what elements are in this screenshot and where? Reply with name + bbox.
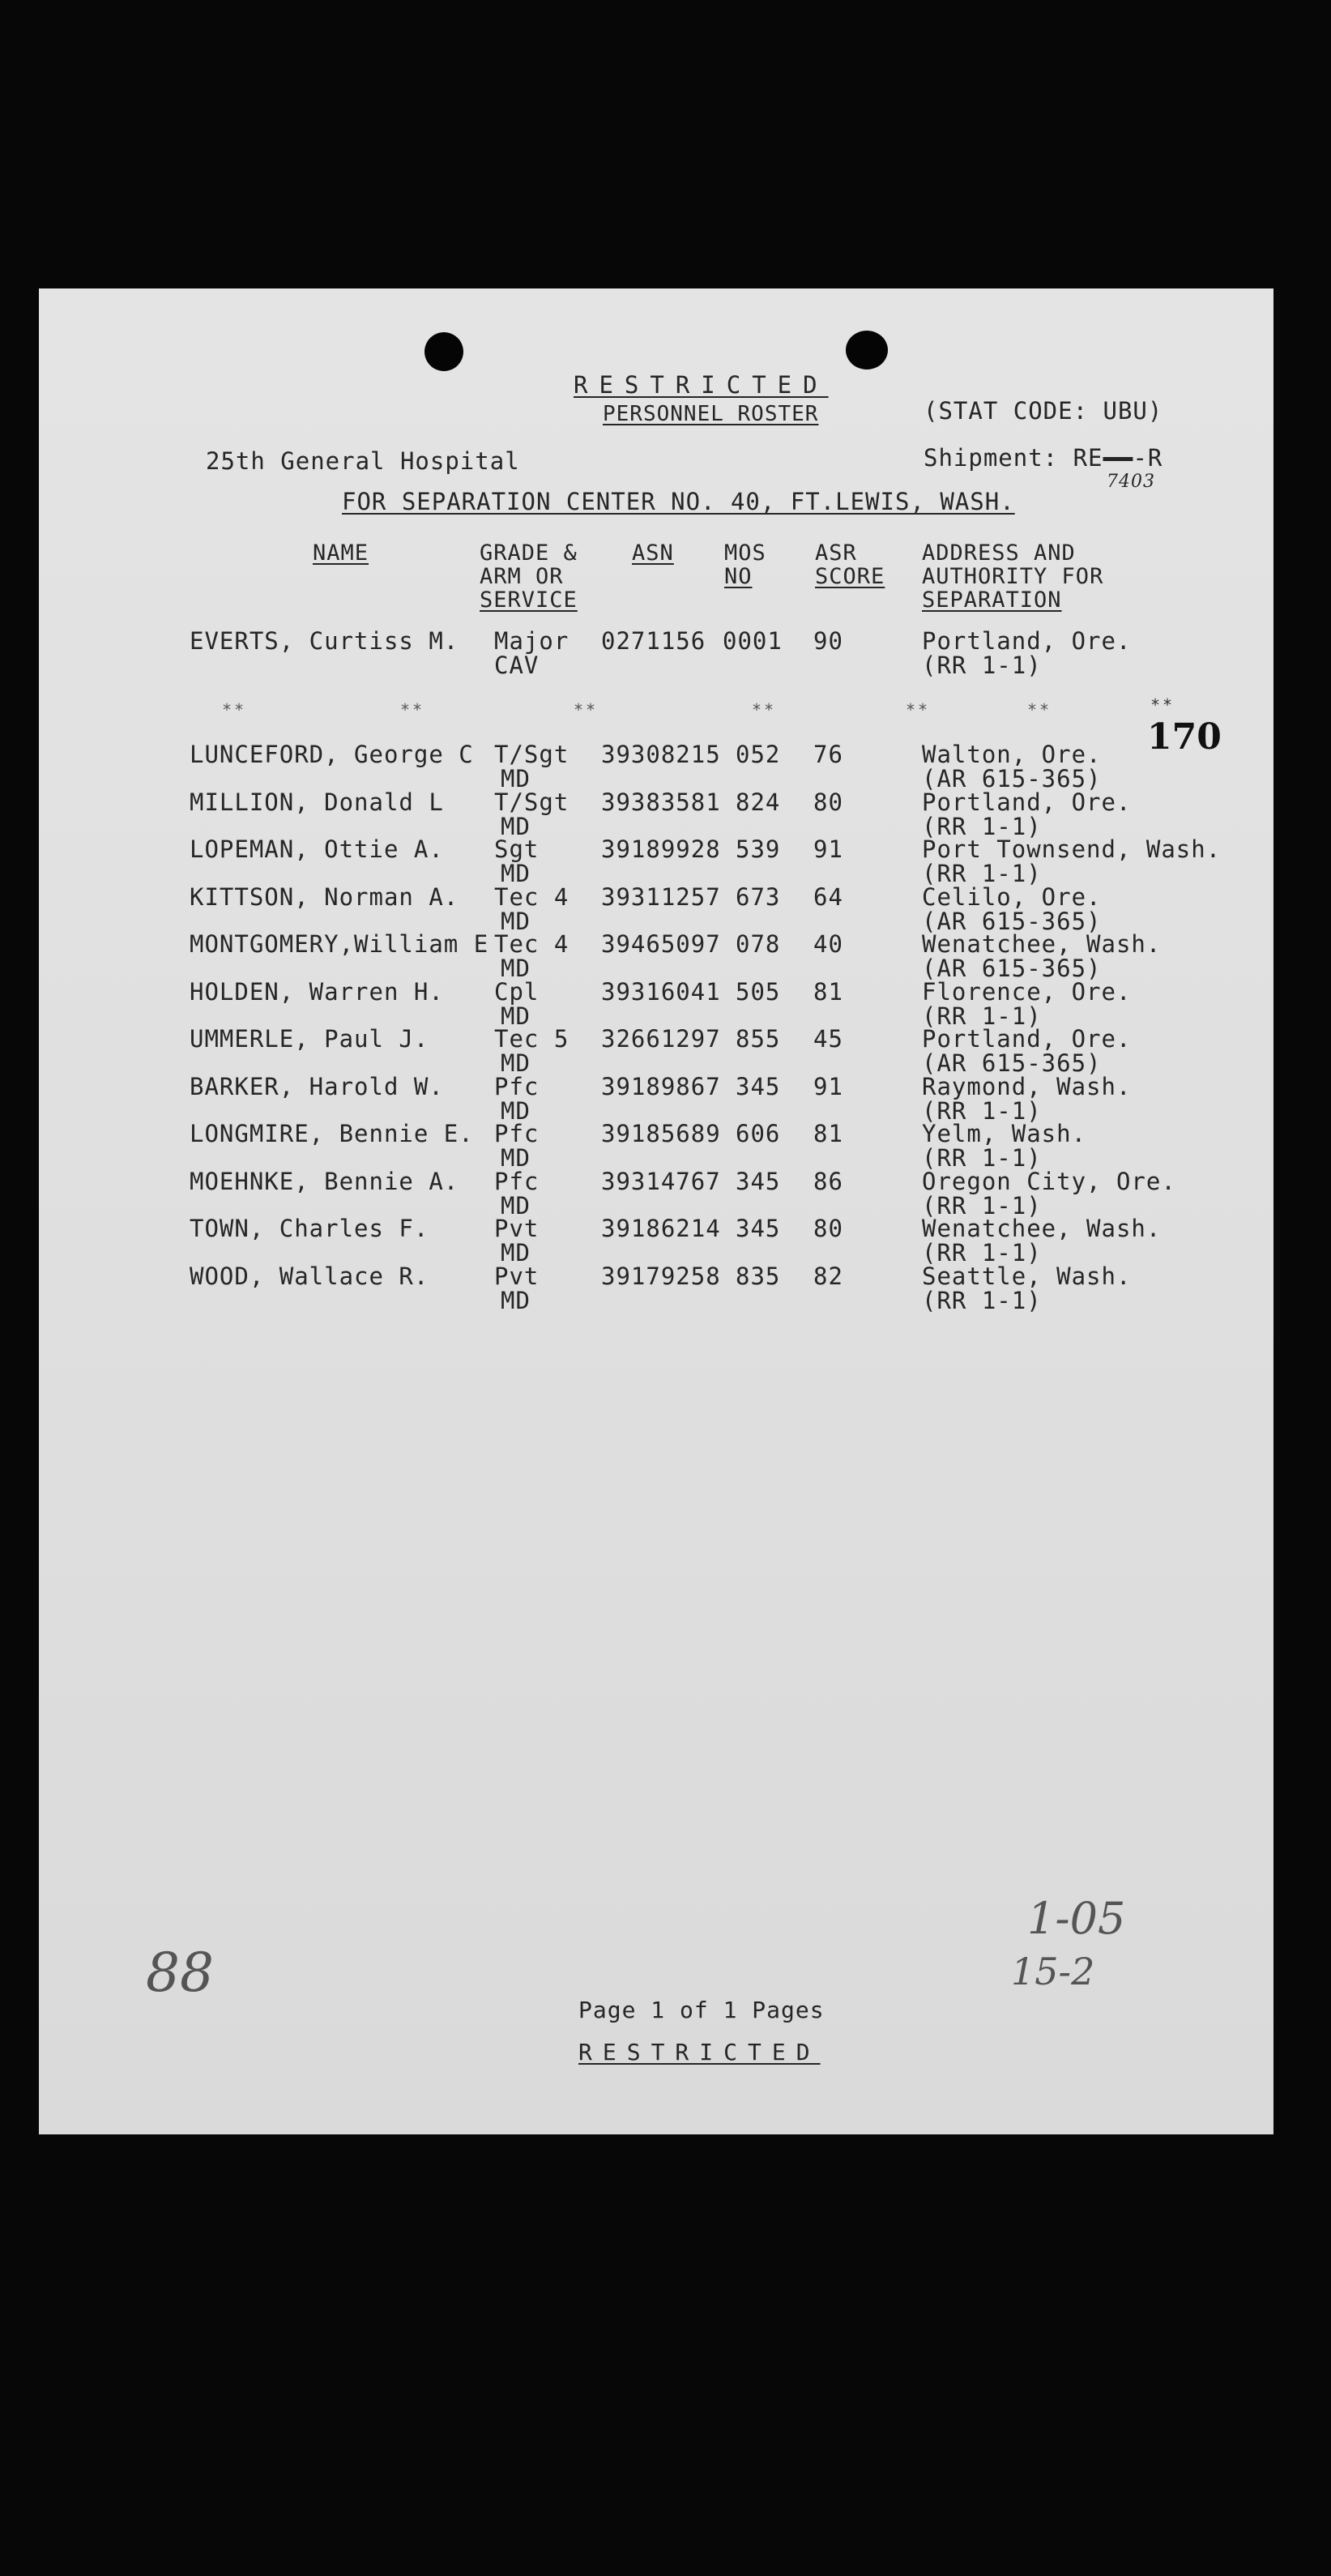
column-header-asr-2: SCORE (815, 564, 885, 589)
member-authority: (RR 1-1) (922, 1002, 1042, 1030)
member-asr: 64 (813, 882, 843, 911)
member-name: HOLDEN, Warren H. (190, 977, 444, 1006)
member-asr: 81 (813, 1120, 843, 1147)
member-arm: MD (501, 1144, 531, 1172)
member-asn: 39311257 (601, 882, 721, 911)
member-asr: 40 (813, 930, 843, 958)
member-grade: Tec 5 (494, 1025, 570, 1053)
member-mos: 855 (736, 1025, 781, 1053)
member-name: MONTGOMERY,William E (190, 930, 489, 958)
handwritten-number-left: 88 (146, 1942, 214, 2004)
member-name: LUNCEFORD, George C (190, 741, 474, 768)
table-row (39, 1120, 1273, 1172)
member-name: LOPEMAN, Ottie A. (190, 835, 444, 863)
separator-marks: ** (400, 700, 425, 720)
table-row (39, 1025, 1273, 1077)
member-authority: (RR 1-1) (922, 812, 1042, 840)
officer-grade: Major (494, 627, 570, 655)
column-header-grade-1: GRADE & (480, 540, 578, 566)
member-name: UMMERLE, Paul J. (190, 1025, 429, 1053)
member-mos: 345 (736, 1215, 781, 1242)
classification-footer: RESTRICTED (578, 2039, 821, 2065)
member-grade: Pvt (494, 1215, 540, 1242)
member-asn: 32661297 (601, 1025, 721, 1053)
member-mos: 835 (736, 1262, 781, 1290)
member-name: WOOD, Wallace R. (190, 1262, 429, 1290)
page-title: PERSONNEL ROSTER (603, 402, 819, 426)
member-arm: MD (501, 765, 531, 792)
member-name: TOWN, Charles F. (190, 1215, 429, 1242)
table-row (39, 835, 1273, 887)
member-authority: (RR 1-1) (922, 1239, 1042, 1267)
member-arm: MD (501, 1096, 531, 1125)
separation-center: FOR SEPARATION CENTER NO. 40, FT.LEWIS, WASH. (342, 488, 1015, 515)
separator-marks: ** (574, 700, 599, 720)
handwritten-note-1: 1-05 (1027, 1893, 1126, 1944)
member-address: Portland, Ore. (922, 788, 1132, 816)
member-mos: 673 (736, 882, 781, 911)
member-arm: MD (501, 1002, 531, 1030)
officer-mos: 0001 (723, 627, 783, 655)
shipment-label: Shipment: RE -R (924, 444, 1163, 472)
column-header-grade-2: ARM OR (480, 564, 564, 589)
member-address: Florence, Ore. (922, 977, 1132, 1006)
member-asn: 39186214 (601, 1215, 721, 1242)
member-asr: 91 (813, 1072, 843, 1100)
member-asn: 39189867 (601, 1072, 721, 1100)
member-address: Raymond, Wash. (922, 1072, 1132, 1100)
member-authority: (RR 1-1) (922, 1144, 1042, 1172)
member-asn: 39465097 (601, 930, 721, 958)
table-row (39, 882, 1273, 935)
member-name: KITTSON, Norman A. (190, 882, 459, 911)
member-grade: Tec 4 (494, 930, 570, 958)
member-authority: (AR 615-365) (922, 955, 1102, 982)
member-mos: 078 (736, 930, 781, 958)
table-row (39, 788, 1273, 840)
member-name: MOEHNKE, Bennie A. (190, 1167, 459, 1195)
page-mark: 170 (1147, 716, 1222, 758)
member-asr: 76 (813, 741, 843, 768)
member-grade: T/Sgt (494, 788, 570, 816)
member-arm: MD (501, 1049, 531, 1077)
member-name: LONGMIRE, Bennie E. (190, 1120, 474, 1147)
member-arm: MD (501, 907, 531, 935)
member-grade: Pfc (494, 1072, 540, 1100)
member-asn: 39316041 (601, 977, 721, 1006)
separator-marks: ** (222, 700, 247, 720)
member-authority: (RR 1-1) (922, 860, 1042, 887)
column-header-asr-1: ASR (815, 540, 857, 566)
officer-asn: 0271156 (601, 627, 706, 655)
member-grade: Pvt (494, 1262, 540, 1290)
member-address: Wenatchee, Wash. (922, 1215, 1162, 1242)
column-header-mos-2: NO (724, 564, 753, 589)
member-authority: (RR 1-1) (922, 1286, 1042, 1314)
officer-name: EVERTS, Curtiss M. (190, 627, 459, 655)
column-header-address-2: AUTHORITY FOR (922, 564, 1104, 589)
member-address: Wenatchee, Wash. (922, 930, 1162, 958)
member-arm: MD (501, 1286, 531, 1314)
member-authority: (AR 615-365) (922, 907, 1102, 935)
member-asn: 39314767 (601, 1167, 721, 1195)
member-mos: 824 (736, 788, 781, 816)
member-asr: 80 (813, 788, 843, 816)
member-mos: 345 (736, 1072, 781, 1100)
table-row (39, 1167, 1273, 1220)
column-header-grade-3: SERVICE (480, 587, 578, 613)
member-asr: 82 (813, 1262, 843, 1290)
column-header-address-1: ADDRESS AND (922, 540, 1076, 566)
member-address: Port Townsend, Wash. (922, 835, 1222, 863)
member-arm: MD (501, 955, 531, 982)
member-address: Celilo, Ore. (922, 882, 1102, 911)
member-grade: T/Sgt (494, 741, 570, 768)
member-grade: Pfc (494, 1120, 540, 1147)
punch-hole (424, 332, 463, 371)
member-asn: 39383581 (601, 788, 721, 816)
member-address: Seattle, Wash. (922, 1262, 1132, 1290)
column-header-mos-1: MOS (724, 540, 766, 566)
member-asr: 91 (813, 835, 843, 863)
separator-marks: ** (906, 700, 931, 720)
separator-marks: ** (752, 700, 777, 720)
stat-code: (STAT CODE: UBU) (924, 397, 1163, 425)
officer-address: Portland, Ore. (922, 627, 1132, 655)
member-name: BARKER, Harold W. (190, 1072, 444, 1100)
punch-hole (846, 331, 888, 370)
member-asr: 81 (813, 977, 843, 1006)
member-grade: Sgt (494, 835, 540, 863)
separator-marks: ** (1027, 700, 1052, 720)
member-address: Yelm, Wash. (922, 1120, 1087, 1147)
member-name: MILLION, Donald L (190, 788, 444, 816)
officer-arm: CAV (494, 651, 540, 679)
officer-row (39, 627, 1273, 679)
member-address: Oregon City, Ore. (922, 1167, 1176, 1195)
member-grade: Pfc (494, 1167, 540, 1195)
member-asr: 80 (813, 1215, 843, 1242)
member-authority: (AR 615-365) (922, 765, 1102, 792)
member-mos: 052 (736, 741, 781, 768)
handwritten-note-2: 15-2 (1011, 1950, 1095, 1993)
member-asn: 39308215 (601, 741, 721, 768)
member-mos: 345 (736, 1167, 781, 1195)
table-row (39, 1262, 1273, 1314)
roster-page (39, 288, 1273, 2134)
member-arm: MD (501, 1239, 531, 1267)
member-mos: 606 (736, 1120, 781, 1147)
table-row (39, 1215, 1273, 1267)
member-authority: (RR 1-1) (922, 1191, 1042, 1220)
member-asn: 39179258 (601, 1262, 721, 1290)
table-row (39, 930, 1273, 982)
member-mos: 505 (736, 977, 781, 1006)
column-header-address-3: SEPARATION (922, 587, 1062, 613)
member-grade: Cpl (494, 977, 540, 1006)
member-address: Portland, Ore. (922, 1025, 1132, 1053)
member-asr: 86 (813, 1167, 843, 1195)
member-authority: (RR 1-1) (922, 1096, 1042, 1125)
member-arm: MD (501, 860, 531, 887)
column-header-asn: ASN (632, 540, 674, 566)
officer-authority: (RR 1-1) (922, 651, 1042, 679)
member-address: Walton, Ore. (922, 741, 1102, 768)
shipment-number: 7403 (1107, 472, 1155, 492)
table-row (39, 1072, 1273, 1125)
table-row (39, 977, 1273, 1030)
member-mos: 539 (736, 835, 781, 863)
classification-header: RESTRICTED (574, 371, 829, 399)
member-authority: (AR 615-365) (922, 1049, 1102, 1077)
member-asr: 45 (813, 1025, 843, 1053)
column-header-name: NAME (313, 540, 369, 566)
table-row (39, 741, 1273, 792)
member-grade: Tec 4 (494, 882, 570, 911)
officer-asr: 90 (813, 627, 843, 655)
member-asn: 39185689 (601, 1120, 721, 1147)
member-asn: 39189928 (601, 835, 721, 863)
member-arm: MD (501, 812, 531, 840)
separator-marks: ** (1150, 695, 1175, 715)
unit-name: 25th General Hospital (206, 447, 520, 475)
member-arm: MD (501, 1191, 531, 1220)
page-count: Page 1 of 1 Pages (578, 1997, 825, 2023)
